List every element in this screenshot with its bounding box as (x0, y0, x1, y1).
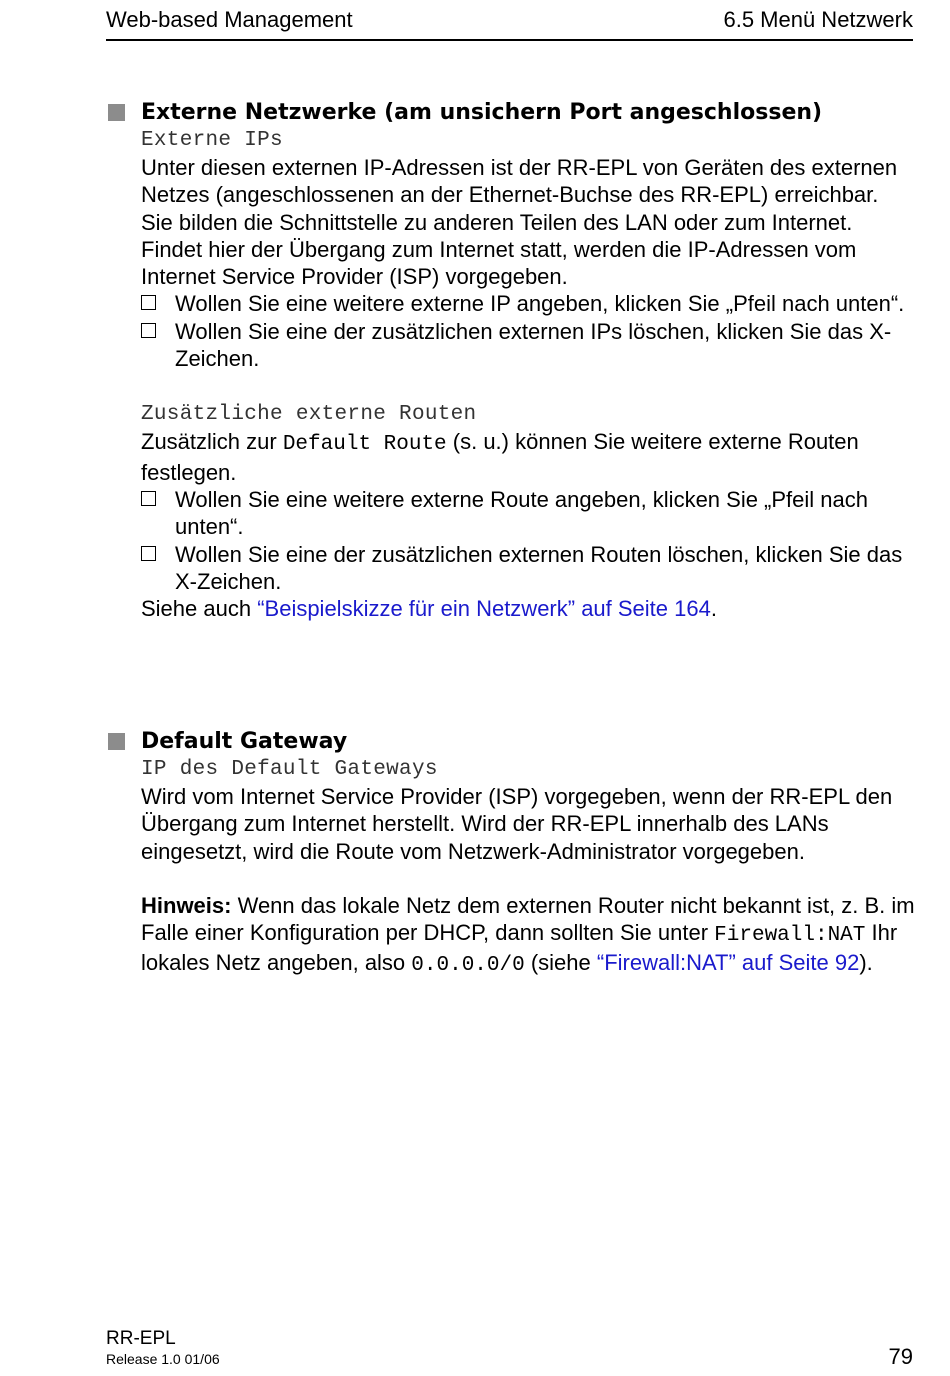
inline-code: Default Route (282, 433, 447, 457)
header-chapter: Web-based Management (106, 7, 353, 32)
list-item (141, 318, 916, 373)
see-also (141, 595, 916, 622)
list-item-text: Wollen Sie eine der zusätzlichen externen Routen löschen, klicken Sie das X-Zeichen. (175, 541, 903, 594)
list-item-text: Wollen Sie eine der zusätzlichen externen IPs löschen, klicken Sie das X-Zeichen. (175, 318, 892, 372)
header-section: 6.5 Menü Netzwerk (723, 7, 913, 32)
text-run: . (710, 596, 717, 622)
section-title: Externe Netzwerke (am unsichern Port angeschlossen) (141, 100, 823, 125)
field-label-externe-ips: Externe IPs (141, 129, 283, 152)
text-run: Ihr lokales Netz angeben, also (141, 920, 898, 976)
section-marker (108, 104, 125, 121)
page-footer (106, 1328, 220, 1368)
list-item (141, 486, 916, 541)
text-run: Wenn das lokale Netz dem externen Router nicht bekannt ist, z. B. im Falle einer Konfiguration per DHCP, dann sollten Sie unter (141, 892, 915, 946)
checkbox-bullet-icon (141, 491, 156, 506)
text-run: ). (859, 950, 873, 976)
checkbox-bullet-icon (141, 295, 156, 310)
text-run: (s. u.) können Sie weitere externe Routen festlegen. (141, 429, 859, 485)
field-label-zusaetzliche-routen: Zusätzliche externe Routen (141, 403, 477, 427)
list-item-text: Wollen Sie eine weitere externe Route angeben, klicken Sie „Pfeil nach unten“. (175, 486, 868, 540)
text-run: (siehe (524, 950, 597, 976)
page-number: 79 (888, 1344, 913, 1369)
inline-code: Firewall:NAT (714, 924, 866, 948)
section-title: Default Gateway (141, 729, 348, 754)
list-item-text: Wollen Sie eine weitere externe IP angeben, klicken Sie „Pfeil nach unten“. (175, 291, 905, 317)
footer-product: RR-EPL (106, 1328, 176, 1349)
page-header (106, 6, 913, 41)
cross-reference-link[interactable]: “Beispielskizze für ein Netzwerk” auf Seite 164 (257, 596, 711, 622)
text-run: Zusätzlich zur (141, 429, 283, 455)
section-marker (108, 733, 125, 750)
paragraph: Unter diesen externen IP-Adressen ist der RR-EPL von Geräten des externen Netzes (angeschlossenen an der Ethernet-Buchse des RR-EPL) erreichbar. Sie bilden die Schnittstelle zu anderen Teilen des LAN oder zum Internet. Findet hier der Übergang zum Internet statt, werden die IP-Adressen vom Internet Service Provider (ISP) vorgegeben. (141, 155, 898, 290)
note-paragraph (141, 892, 916, 980)
paragraph: Wird vom Internet Service Provider (ISP) vorgegeben, wenn der RR-EPL den Übergang zum Internet herstellt. Wird der RR-EPL innerhalb des LANs eingesetzt, wird die Route vom Netzwerk-Administrator vorgegeben. (141, 784, 893, 864)
cross-reference-link[interactable]: “Firewall:NAT” auf Seite 92 (596, 950, 860, 976)
inline-code: 0.0.0.0/0 (411, 954, 525, 978)
checkbox-bullet-icon (141, 546, 156, 561)
list-item (141, 541, 916, 596)
field-label-ip-default-gateway: IP des Default Gateways (141, 758, 438, 781)
section-default-gateway (141, 727, 916, 980)
footer-release: Release 1.0 01/06 (106, 1351, 220, 1367)
list-item (141, 290, 916, 317)
paragraph (141, 428, 916, 486)
checkbox-bullet-icon (141, 323, 156, 338)
note-label: Hinweis: (141, 892, 232, 918)
text-run: Siehe auch (141, 596, 258, 622)
section-externe-netzwerke (141, 98, 916, 622)
